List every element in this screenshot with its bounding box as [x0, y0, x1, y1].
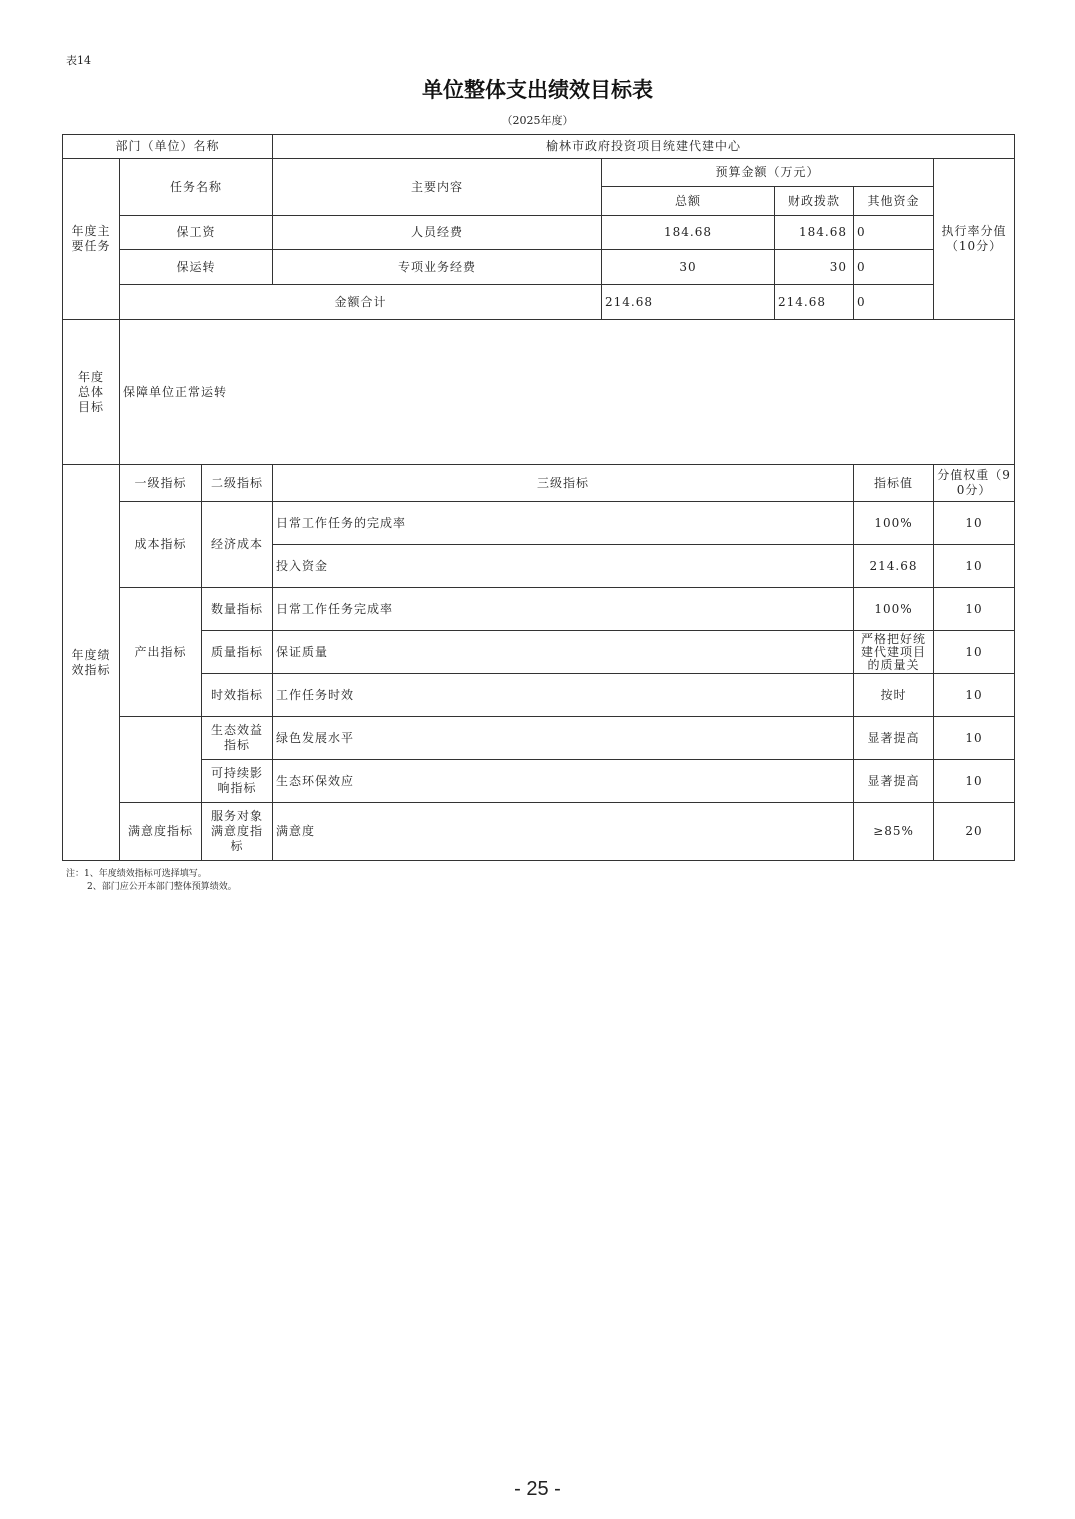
- indicator-row: [63, 631, 1015, 674]
- level1-cost: 成本指标: [120, 502, 202, 588]
- footnotes: [66, 868, 237, 894]
- level3-text: 绿色发展水平: [273, 717, 854, 760]
- level2-text: 质量指标: [202, 631, 273, 674]
- task-fiscal: 30: [775, 250, 854, 285]
- dept-value: 榆林市政府投资项目统建代建中心: [273, 135, 1015, 159]
- footnote-2: 2、部门应公开本部门整体预算绩效。: [87, 882, 237, 892]
- indicator-value: 100%: [854, 588, 934, 631]
- level3-text: 满意度: [273, 803, 854, 861]
- task-other: 0: [854, 216, 934, 250]
- col-level2: 二级指标: [202, 465, 273, 502]
- indicator-value: 214.68: [854, 545, 934, 588]
- dept-row: [63, 135, 1015, 159]
- task-total: 30: [602, 250, 775, 285]
- indicator-weight: 10: [934, 502, 1015, 545]
- task-total: 184.68: [602, 216, 775, 250]
- col-other: 其他资金: [854, 187, 934, 216]
- task-sum-row: [63, 285, 1015, 320]
- col-level3: 三级指标: [273, 465, 854, 502]
- task-name: 保运转: [120, 250, 273, 285]
- indicator-value: 100%: [854, 502, 934, 545]
- col-fiscal: 财政拨款: [775, 187, 854, 216]
- level3-text: 生态环保效应: [273, 760, 854, 803]
- indicator-row: [63, 588, 1015, 631]
- task-other: 0: [854, 250, 934, 285]
- col-task-name: 任务名称: [120, 159, 273, 216]
- indicator-header-row: [63, 465, 1015, 502]
- level2-text: 时效指标: [202, 674, 273, 717]
- budget-header: 预算金额（万元）: [602, 159, 934, 187]
- sum-total: 214.68: [602, 285, 775, 320]
- level2-text: 生态效益指标: [202, 717, 273, 760]
- task-content: 人员经费: [273, 216, 602, 250]
- sum-fiscal: 214.68: [775, 285, 854, 320]
- indicator-row: [63, 760, 1015, 803]
- level1-effect: [120, 717, 202, 803]
- page-title: 单位整体支出绩效目标表: [422, 78, 653, 102]
- page-number: - 25 -: [514, 1478, 561, 1500]
- level3-text: 投入资金: [273, 545, 854, 588]
- sum-label: 金额合计: [120, 285, 602, 320]
- indicator-value: ≥85%: [854, 803, 934, 861]
- fiscal-year: （2025年度）: [501, 114, 574, 127]
- level1-output: 产出指标: [120, 588, 202, 717]
- indicator-weight: 20: [934, 803, 1015, 861]
- indicators-section-label: 年度绩效指标: [63, 465, 120, 861]
- indicator-row: [63, 502, 1015, 545]
- indicator-value: 显著提高: [854, 760, 934, 803]
- goal-row: [63, 320, 1015, 465]
- goal-text: 保障单位正常运转: [120, 320, 1015, 465]
- task-content: 专项业务经费: [273, 250, 602, 285]
- indicator-row: [63, 717, 1015, 760]
- table-number: 表14: [66, 54, 91, 67]
- tasks-section-label: 年度主要任务: [63, 159, 120, 320]
- col-main-content: 主要内容: [273, 159, 602, 216]
- indicator-value: 按时: [854, 674, 934, 717]
- task-fiscal: 184.68: [775, 216, 854, 250]
- indicator-weight: 10: [934, 545, 1015, 588]
- indicator-weight: 10: [934, 631, 1015, 674]
- level3-text: 工作任务时效: [273, 674, 854, 717]
- level3-text: 日常工作任务的完成率: [273, 502, 854, 545]
- indicator-row: [63, 803, 1015, 861]
- dept-label: 部门（单位）名称: [63, 135, 273, 159]
- indicator-weight: 10: [934, 717, 1015, 760]
- exec-rate-label: 执行率分值（10分）: [934, 159, 1015, 320]
- col-level1: 一级指标: [120, 465, 202, 502]
- indicator-weight: 10: [934, 674, 1015, 717]
- sum-other: 0: [854, 285, 934, 320]
- task-row: [63, 216, 1015, 250]
- col-weight: 分值权重（90分）: [934, 465, 1015, 502]
- col-value: 指标值: [854, 465, 934, 502]
- indicator-row: [63, 674, 1015, 717]
- goal-label: 年度总体目标: [63, 320, 120, 465]
- level2-text: 可持续影响指标: [202, 760, 273, 803]
- level2-economic-cost: 经济成本: [202, 502, 273, 588]
- level3-text: 保证质量: [273, 631, 854, 674]
- footnote-1: 注：1、年度绩效指标可选择填写。: [66, 869, 207, 879]
- indicator-value: 严格把好统建代建项目的质量关: [854, 631, 934, 674]
- indicator-weight: 10: [934, 760, 1015, 803]
- level3-text: 日常工作任务完成率: [273, 588, 854, 631]
- task-row: [63, 250, 1015, 285]
- performance-table: [62, 134, 1015, 861]
- level1-satisfaction: 满意度指标: [120, 803, 202, 861]
- task-header-row: [63, 159, 1015, 187]
- indicator-value: 显著提高: [854, 717, 934, 760]
- col-total: 总额: [602, 187, 775, 216]
- indicator-weight: 10: [934, 588, 1015, 631]
- level2-text: 服务对象满意度指标: [202, 803, 273, 861]
- task-name: 保工资: [120, 216, 273, 250]
- level2-text: 数量指标: [202, 588, 273, 631]
